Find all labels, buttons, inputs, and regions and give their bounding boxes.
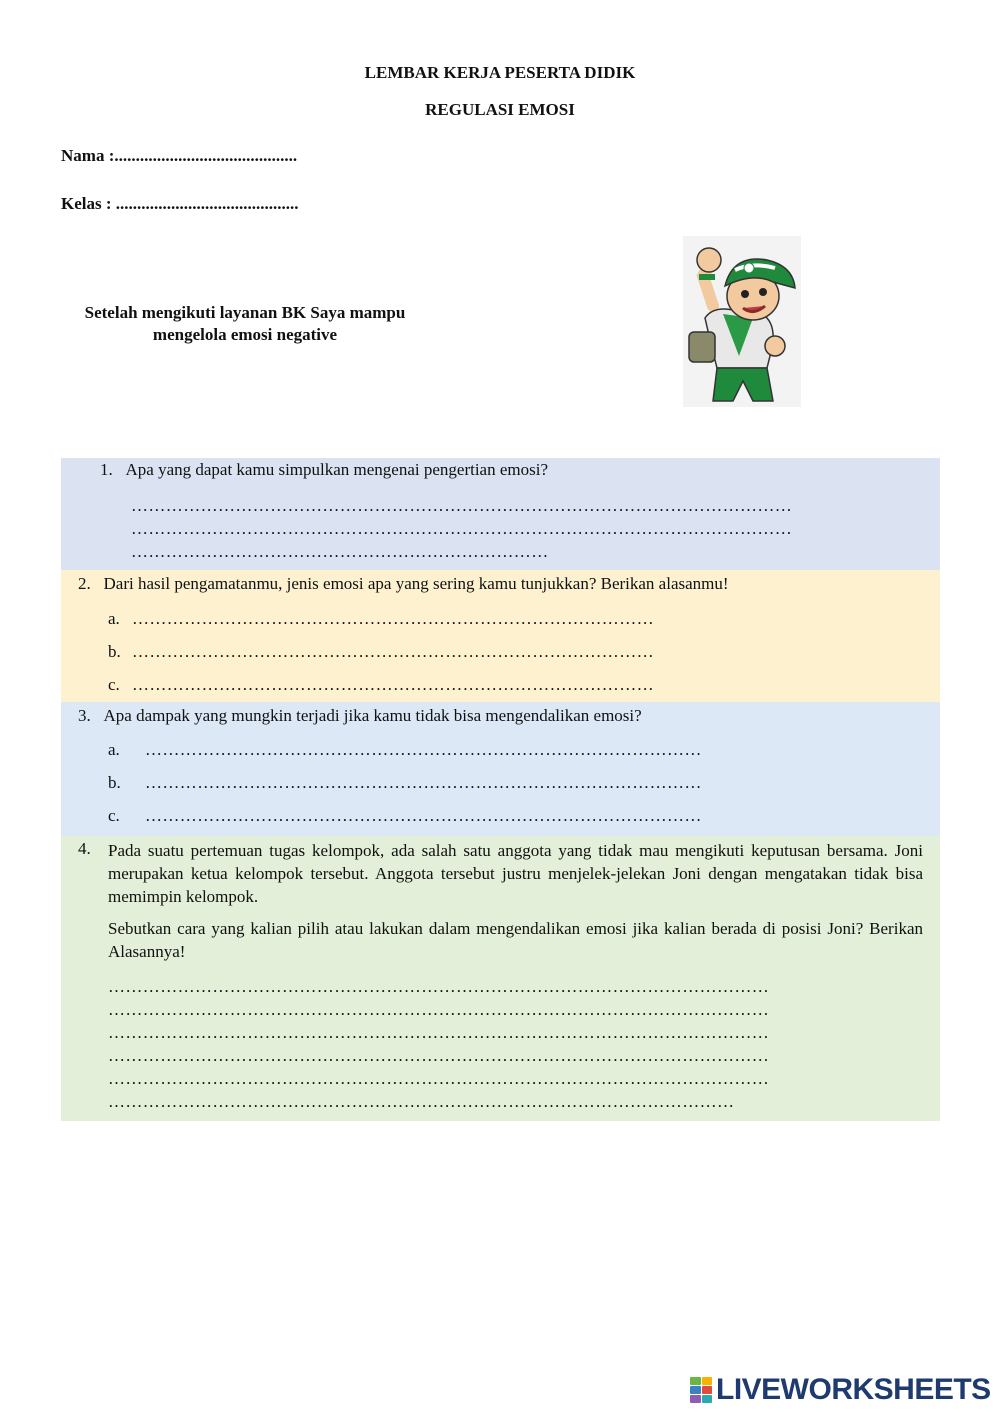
answer-line[interactable]: ……………………………………………………………………………………………… — [108, 1092, 735, 1111]
answer-line[interactable]: ……………………………………………………………………………… — [132, 675, 654, 694]
name-line: ........................................... — [114, 146, 298, 165]
question-2 — [61, 570, 940, 702]
answer-line[interactable]: …………………………………………………………………………………………………… — [131, 496, 793, 515]
class-field[interactable] — [61, 194, 299, 214]
answer-line[interactable]: …………………………………………………………………………………… — [145, 773, 702, 792]
learning-goal: Setelah mengikuti layanan BK Saya mampu mengelola emosi negative — [84, 303, 406, 344]
answer-line[interactable]: …………………………………………………………………………………………………… — [108, 1046, 770, 1065]
answer-line[interactable]: …………………………………………………………………………………… — [145, 740, 702, 759]
name-label: Nama : — [61, 146, 115, 165]
question-2-text: Dari hasil pengamatanmu, jenis emosi apa yang sering kamu tunjukkan? Berikan alasanmu! — [103, 574, 729, 593]
item-label: b. — [108, 642, 121, 661]
liveworksheets-logo-icon — [690, 1377, 712, 1403]
answer-line[interactable]: …………………………………………………………………………………… — [145, 806, 702, 825]
answer-line[interactable]: …………………………………………………………………………………………………… — [131, 519, 793, 538]
question-3-text-row — [78, 706, 642, 726]
answer-line[interactable]: …………………………………………………………………………………………………… — [108, 1069, 770, 1088]
question-3-number: 3. — [78, 706, 91, 725]
answer-line[interactable]: ……………………………………………………………………………… — [132, 642, 654, 661]
answer-line[interactable]: ……………………………………………………………… — [131, 542, 549, 561]
worksheet-subtitle: REGULASI EMOSI — [425, 100, 575, 119]
answer-line[interactable]: ……………………………………………………………………………… — [132, 609, 654, 628]
class-label: Kelas : — [61, 194, 116, 213]
answer-line[interactable]: …………………………………………………………………………………………………… — [108, 1023, 770, 1042]
question-1-number: 1. — [100, 460, 113, 479]
question-2-text-row — [78, 574, 729, 594]
question-4-prompt: Sebutkan cara yang kalian pilih atau lakukan dalam mengendalikan emosi jika kalian berada di posisi Joni? Berikan Alasannya! — [108, 919, 923, 961]
item-label: c. — [108, 806, 120, 825]
question-3 — [61, 702, 940, 836]
question-3-text: Apa dampak yang mungkin terjadi jika kamu tidak bisa mengendalikan emosi? — [103, 706, 642, 725]
name-field[interactable] — [61, 146, 297, 166]
liveworksheets-wordmark: LIVEWORKSHEETS — [716, 1373, 991, 1406]
item-label: a. — [108, 740, 120, 759]
item-label: b. — [108, 773, 121, 792]
item-label: c. — [108, 675, 120, 694]
item-label: a. — [108, 609, 120, 628]
scout-boy-illustration — [683, 236, 801, 407]
question-1 — [61, 458, 940, 570]
class-line: ........................................... — [115, 194, 299, 213]
question-1-text-row — [100, 460, 548, 480]
answer-line[interactable]: …………………………………………………………………………………………………… — [108, 1000, 770, 1019]
question-4-text: Pada suatu pertemuan tugas kelompok, ada salah satu anggota yang tidak mau mengikuti keputusan bersama. Joni merupakan ketua kelompok tersebut. Anggota tersebut justru menjelek-jelekan Joni dengan mengatakan tidak bisa memimpin kelompok. — [108, 841, 923, 906]
question-1-text: Apa yang dapat kamu simpulkan mengenai pengertian emosi? — [125, 460, 549, 479]
answer-line[interactable]: …………………………………………………………………………………………………… — [108, 977, 770, 996]
question-4 — [61, 836, 940, 1121]
question-2-number: 2. — [78, 574, 91, 593]
question-4-number: 4. — [78, 839, 91, 858]
liveworksheets-logo — [690, 1372, 991, 1408]
worksheet-title: LEMBAR KERJA PESERTA DIDIK — [364, 63, 636, 82]
